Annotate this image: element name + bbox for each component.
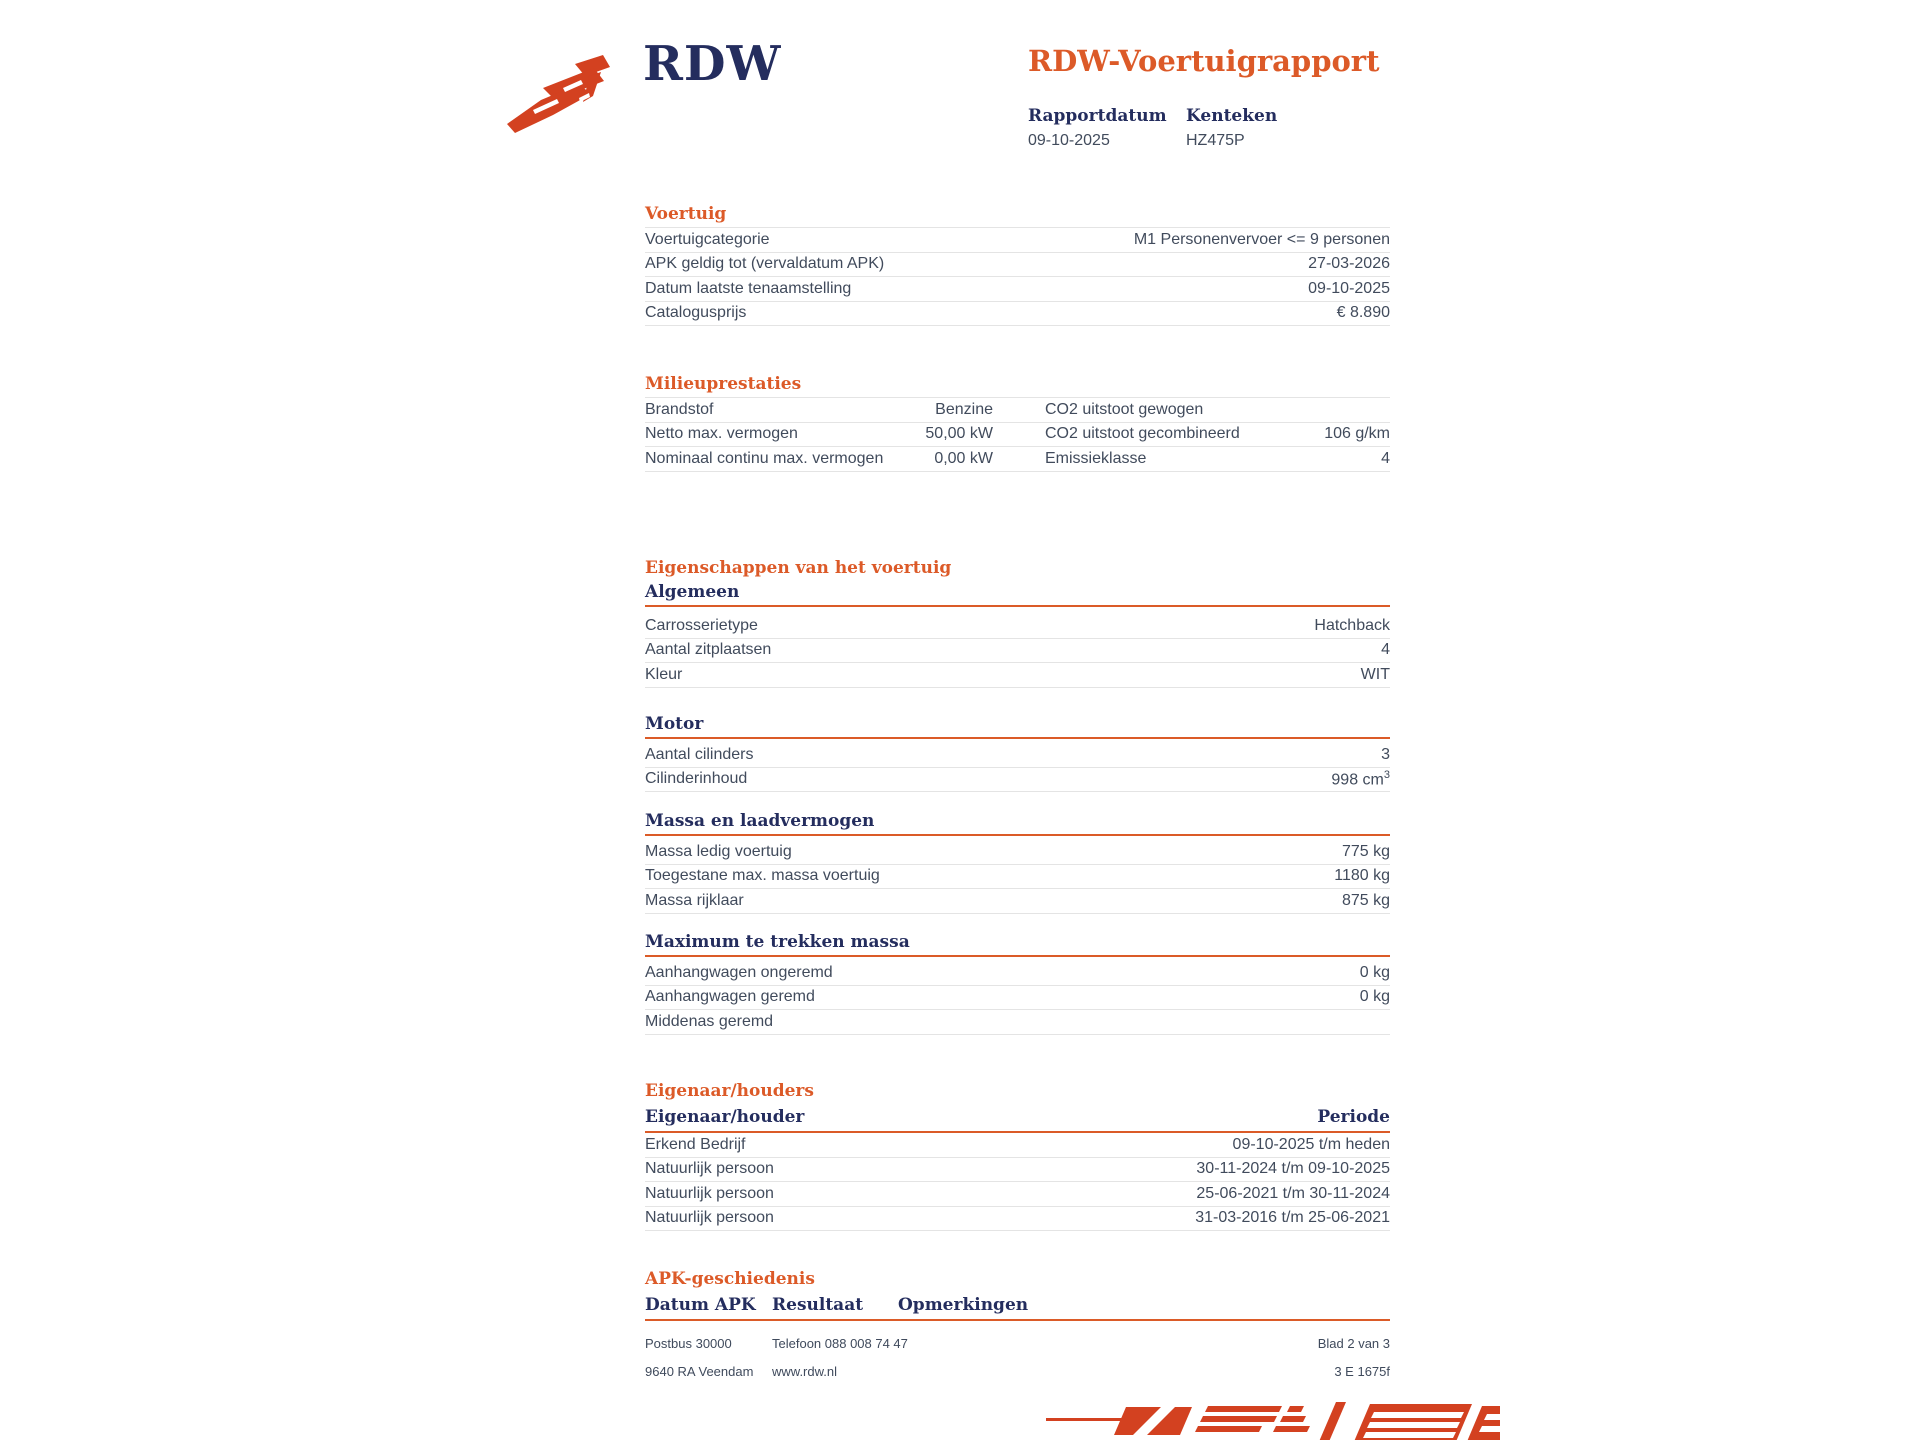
page-footer — [645, 1336, 1390, 1380]
row-label-left: Brandstof — [645, 400, 714, 418]
owner-column-header: Eigenaar/houder — [645, 1107, 805, 1127]
footer-website: www.rdw.nl — [772, 1364, 838, 1379]
table-row — [645, 423, 1390, 448]
row-value-left: 0,00 kW — [934, 449, 993, 467]
row-value: 09-10-2025 — [1308, 279, 1390, 297]
section-title: Eigenschappen van het voertuig — [645, 558, 952, 578]
row-label: Kleur — [645, 665, 683, 683]
license-plate-label: Kenteken — [1186, 106, 1278, 126]
row-label-right: CO2 uitstoot gecombineerd — [1045, 425, 1240, 443]
apk-date-column-header: Datum APK — [645, 1295, 756, 1315]
table-row — [645, 889, 1390, 914]
license-plate-value: HZ475P — [1186, 132, 1245, 149]
report-date-value: 09-10-2025 — [1028, 132, 1110, 149]
period-cell: 31-03-2016 t/m 25-06-2021 — [1195, 1209, 1390, 1227]
row-label: Massa ledig voertuig — [645, 842, 792, 860]
table-row — [645, 1010, 1390, 1035]
motor-table — [645, 743, 1390, 792]
footer-city: 9640 RA Veendam — [645, 1364, 754, 1379]
row-label: APK geldig tot (vervaldatum APK) — [645, 255, 885, 273]
table-row — [645, 961, 1390, 986]
period-cell: 25-06-2021 t/m 30-11-2024 — [1196, 1184, 1390, 1202]
table-row — [645, 1182, 1390, 1207]
subsection-title: Motor — [645, 714, 1390, 739]
rdw-stripes-graphic-icon — [1040, 1402, 1500, 1440]
table-row — [645, 768, 1390, 793]
report-date-label: Rapportdatum — [1028, 106, 1167, 126]
row-value: 998 $cm^3$ — [1331, 769, 1390, 789]
row-label: Aantal zitplaatsen — [645, 641, 772, 659]
row-label: Aanhangwagen ongeremd — [645, 963, 833, 981]
table-row — [645, 743, 1390, 768]
row-value: M1 Personenvervoer <= 9 personen — [1133, 230, 1390, 248]
row-value-left: Benzine — [935, 400, 993, 418]
row-label: Datum laatste tenaamstelling — [645, 279, 852, 297]
subsection-title: Massa en laadvermogen — [645, 811, 1390, 836]
row-label: Toegestane max. massa voertuig — [645, 867, 880, 885]
massa-table — [645, 840, 1390, 914]
owner-cell: Natuurlijk persoon — [645, 1209, 774, 1227]
table-row — [645, 228, 1390, 253]
milieuprestaties-table — [645, 397, 1390, 472]
section-apk-geschiedenis — [645, 1269, 1390, 1321]
table-row — [645, 1158, 1390, 1183]
section-eigenschappen-title — [645, 558, 1390, 578]
voertuig-table — [645, 227, 1390, 326]
table-row — [645, 865, 1390, 890]
table-row — [645, 1207, 1390, 1232]
footer-page-number: Blad 2 van 3 — [1317, 1336, 1390, 1351]
table-row — [645, 302, 1390, 327]
row-label: Catalogusprijs — [645, 304, 747, 322]
row-value-left: 50,00 kW — [925, 425, 993, 443]
section-eigenaar-houders — [645, 1081, 1390, 1231]
subsection-title: Algemeen — [645, 582, 1390, 607]
row-value-right: 106 g/km — [1324, 425, 1390, 443]
section-voertuig — [645, 204, 1390, 326]
row-label: Carrosserietype — [645, 616, 758, 634]
row-value: 4 — [1381, 641, 1390, 659]
eigenaar-table — [645, 1133, 1390, 1231]
section-title: Voertuig — [645, 204, 727, 224]
table-row — [645, 398, 1390, 423]
row-value: 0 kg — [1359, 988, 1390, 1006]
row-value-right: 4 — [1381, 449, 1390, 467]
section-milieuprestaties — [645, 374, 1390, 472]
rdw-logo-wordmark: RDW — [643, 36, 782, 92]
document-body — [645, 0, 1390, 1440]
section-title: Milieuprestaties — [645, 374, 802, 394]
period-column-header: Periode — [1317, 1107, 1390, 1127]
row-label: Massa rijklaar — [645, 891, 744, 909]
subsection-title: Maximum te trekken massa — [645, 932, 1390, 957]
owner-cell: Erkend Bedrijf — [645, 1135, 746, 1153]
row-label: Aanhangwagen geremd — [645, 988, 815, 1006]
footer-row — [645, 1364, 1390, 1380]
period-cell: 30-11-2024 t/m 09-10-2025 — [1196, 1160, 1390, 1178]
row-value: 875 kg — [1341, 891, 1390, 909]
row-value: € 8.890 — [1336, 304, 1390, 322]
owner-cell: Natuurlijk persoon — [645, 1184, 774, 1202]
apk-result-column-header: Resultaat — [772, 1295, 864, 1315]
subsection-algemeen — [645, 582, 1390, 688]
apk-remarks-column-header: Opmerkingen — [898, 1295, 1029, 1315]
maximum-trekken-massa-table — [645, 961, 1390, 1035]
subsection-motor — [645, 714, 1390, 792]
subsection-massa — [645, 811, 1390, 914]
row-label: Voertuigcategorie — [645, 230, 770, 248]
row-label: Middenas geremd — [645, 1012, 774, 1030]
period-cell: 09-10-2025 t/m heden — [1232, 1135, 1390, 1153]
table-row — [645, 840, 1390, 865]
table-row — [645, 277, 1390, 302]
row-label-right: Emissieklasse — [1045, 449, 1147, 467]
row-value: Hatchback — [1314, 616, 1390, 634]
footer-doc-code: 3 E 1675f — [1334, 1364, 1390, 1379]
row-label-left: Netto max. vermogen — [645, 425, 798, 443]
row-value: 0 kg — [1359, 963, 1390, 981]
eigenaar-table-header — [645, 1107, 1390, 1133]
algemeen-table — [645, 614, 1390, 688]
row-value: 27-03-2026 — [1308, 255, 1390, 273]
row-label: Cilinderinhoud — [645, 770, 748, 788]
row-label-left: Nominaal continu max. vermogen — [645, 449, 884, 467]
apk-table-header — [645, 1295, 1390, 1321]
footer-row — [645, 1336, 1390, 1352]
page-title: RDW-Voertuigrapport — [1028, 44, 1380, 78]
row-value: WIT — [1360, 665, 1390, 683]
table-row — [645, 1133, 1390, 1158]
footer-postbus: Postbus 30000 — [645, 1336, 732, 1351]
row-value: 1180 kg — [1334, 867, 1390, 885]
table-row — [645, 639, 1390, 664]
row-value: 775 kg — [1341, 842, 1390, 860]
table-row — [645, 663, 1390, 688]
section-title: APK-geschiedenis — [645, 1269, 815, 1289]
table-row — [645, 986, 1390, 1011]
row-value: 3 — [1381, 745, 1390, 763]
footer-phone: Telefoon 088 008 74 47 — [772, 1336, 908, 1351]
rdw-logo-feather-icon — [505, 52, 625, 134]
row-label: Aantal cilinders — [645, 745, 754, 763]
owner-cell: Natuurlijk persoon — [645, 1160, 774, 1178]
table-row — [645, 447, 1390, 472]
table-row — [645, 253, 1390, 278]
section-title: Eigenaar/houders — [645, 1081, 814, 1101]
subsection-maximum-trekken-massa — [645, 932, 1390, 1035]
table-row — [645, 614, 1390, 639]
row-label-right: CO2 uitstoot gewogen — [1045, 400, 1204, 418]
